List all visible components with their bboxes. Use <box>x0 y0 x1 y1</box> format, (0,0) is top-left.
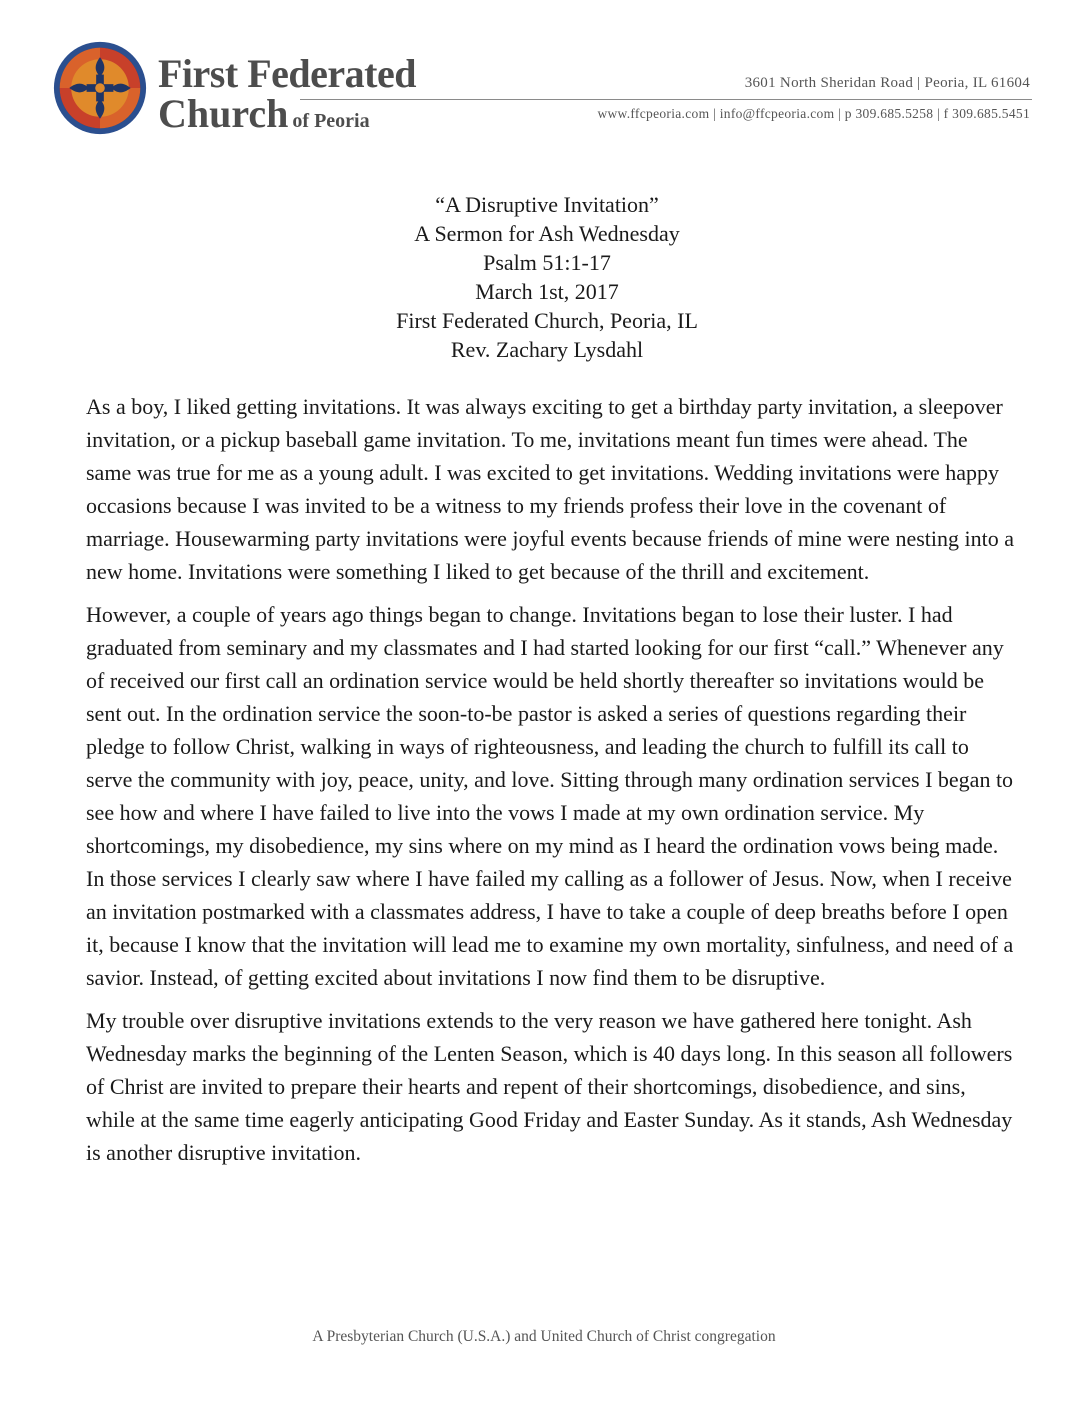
church-word: Church <box>158 91 289 136</box>
church-name-suffix: of Peoria <box>292 110 370 132</box>
sermon-location: First Federated Church, Peoria, IL <box>396 308 698 333</box>
sermon-date: March 1st, 2017 <box>475 279 619 304</box>
body-paragraph: As a boy, I liked getting invitations. It was always exciting to get a birthday party invitation, a sleepover invitation, or a pickup baseball game invitation. To me, invitations meant fun times were ahead. The same was true for me as a young adult. I was excited to get invitations. Wedding invitations were happy occasions because I was invited to be a witness to my friends profess their love in the covenant of marriage. Housewarming party invitations were joyful events because friends of mine were nesting into a new home. Invitations were something I liked to get because of the thrill and excitement. <box>86 394 1014 584</box>
fleur-cross-emblem-icon <box>52 40 148 136</box>
church-address: 3601 North Sheridan Road | Peoria, IL 61604 <box>744 75 1030 91</box>
sermon-title: “A Disruptive Invitation” <box>435 192 659 217</box>
sermon-header <box>0 190 1088 364</box>
sermon-body <box>86 390 1016 1179</box>
church-contact-info: www.ffcpeoria.com | info@ffcpeoria.com | p 309.685.5258 | f 309.685.5451 <box>597 106 1030 121</box>
church-name-line2 <box>158 91 416 141</box>
body-paragraph: My trouble over disruptive invitations extends to the very reason we have gathered here tonight. Ash Wednesday marks the beginning of the Lenten Season, which is 40 days long. In this season all followers of Christ are invited to prepare their hearts and repent of their shortcomings, disobedience, and sins, while at the same time eagerly anticipating Good Friday and Easter Sunday. As it stands, Ash Wednesday is another disruptive invitation. <box>86 1008 1013 1165</box>
sermon-subtitle: A Sermon for Ash Wednesday <box>414 221 680 246</box>
sermon-scripture: Psalm 51:1-17 <box>483 250 611 275</box>
footer-denomination: A Presbyterian Church (U.S.A.) and United Church of Christ congregation <box>312 1328 776 1345</box>
letterhead-divider <box>300 99 1032 100</box>
church-name-line1: First Federated <box>158 51 416 96</box>
sermon-author: Rev. Zachary Lysdahl <box>450 337 644 362</box>
body-paragraph: However, a couple of years ago things began to change. Invitations began to lose their luster. I had graduated from seminary and my classmates and I had started looking for our first “call.” Whenever any of received our first call an ordination service would be held shortly thereafter so invitations would be sent out. In the ordination service the soon-to-be pastor is asked a series of questions regarding their pledge to follow Christ, walking in ways of righteousness, and leading the church to fulfill its call to serve the community with joy, peace, unity, and love. Sitting through many ordination services I began to see how and where I have failed to live into the vows I made at my own ordination service. My shortcomings, my disobedience, my sins where on my mind as I heard the ordination vows being made. In those services I clearly saw where I have failed my calling as a follower of Jesus. Now, when I receive an invitation postmarked with a classmates address, I have to take a couple of deep breaths before I open it, because I know that the invitation will lead me to examine my own mortality, sinfulness, and need of a savior. Instead, of getting excited about invitations I now find them to be disruptive. <box>86 602 1014 990</box>
church-name <box>158 52 416 141</box>
